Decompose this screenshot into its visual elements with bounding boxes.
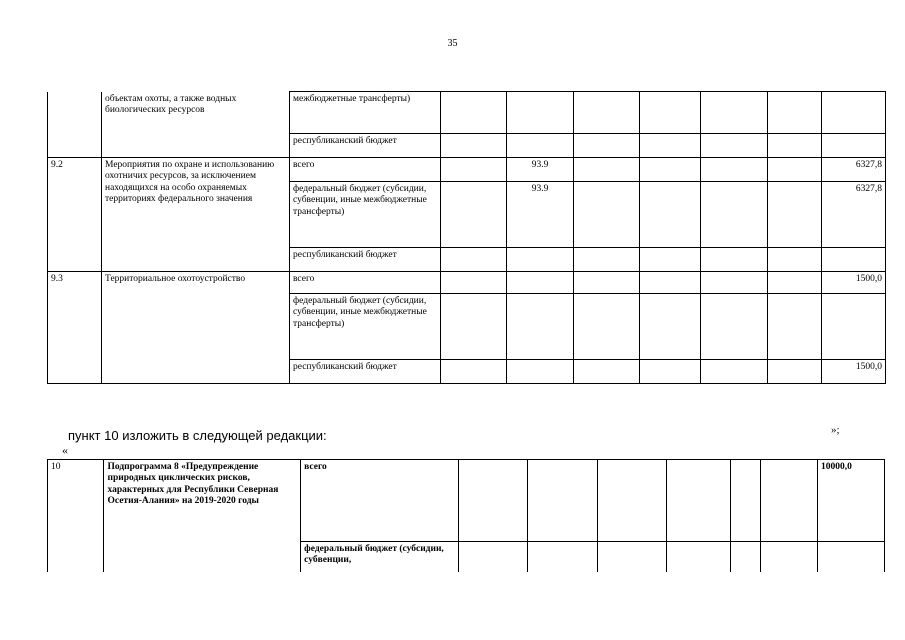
row-number-cell [48, 92, 102, 158]
page-number: 35 [447, 38, 458, 49]
total-cell: 10000,0 [817, 460, 884, 542]
funding-source-cell: федеральный бюджет (субсидии, субвенции, иные межбюджетные трансферты) [290, 294, 441, 360]
total-cell: 1500,0 [822, 272, 886, 294]
closing-quote: »; [831, 424, 840, 436]
table-row [48, 272, 886, 294]
value-cell: 93.9 [507, 158, 574, 182]
funding-source-cell: федеральный бюджет (субсидии, субвенции, иные межбюджетные трансферты) [290, 182, 441, 248]
subprogram-name-cell: Подпрограмма 8 «Предупреждение природных циклических рисков, характерных для Республики Северная Осетия-Алания» на 2019-2020 годы [104, 460, 301, 572]
table-row [48, 92, 886, 134]
funding-source-cell: республиканский бюджет [290, 360, 441, 384]
funding-source-cell: межбюджетные трансферты) [290, 92, 441, 134]
value-cell: 93.9 [507, 182, 574, 248]
row-number-cell: 9.2 [48, 158, 102, 272]
activity-name-cell: Мероприятия по охране и использованию охотничих ресурсов, за исключением находящихся на особо охраняемых территориях федерального значения [102, 158, 290, 272]
funding-source-cell: федеральный бюджет (субсидии, субвенции, [301, 542, 459, 572]
activity-name-cell: Территориальное охотоустройство [102, 272, 290, 384]
table-row [48, 460, 885, 542]
funding-source-cell: всего [290, 158, 441, 182]
row-number-cell: 9.3 [48, 272, 102, 384]
activity-name-cell: объектам охоты, а также водных биологических ресурсов [102, 92, 290, 158]
amendment-paragraph: пункт 10 изложить в следующей редакции: [68, 428, 327, 443]
total-cell: 6327,8 [822, 182, 886, 248]
table-row [48, 158, 886, 182]
funding-source-cell: республиканский бюджет [290, 134, 441, 158]
total-cell: 6327,8 [822, 158, 886, 182]
budget-table-part2 [47, 459, 885, 572]
opening-quote: « [62, 443, 68, 457]
budget-table-part1 [47, 91, 886, 384]
funding-source-cell: всего [290, 272, 441, 294]
funding-source-cell: республиканский бюджет [290, 248, 441, 272]
total-cell: 1500,0 [822, 360, 886, 384]
funding-source-cell: всего [301, 460, 459, 542]
row-number-cell: 10 [48, 460, 104, 572]
